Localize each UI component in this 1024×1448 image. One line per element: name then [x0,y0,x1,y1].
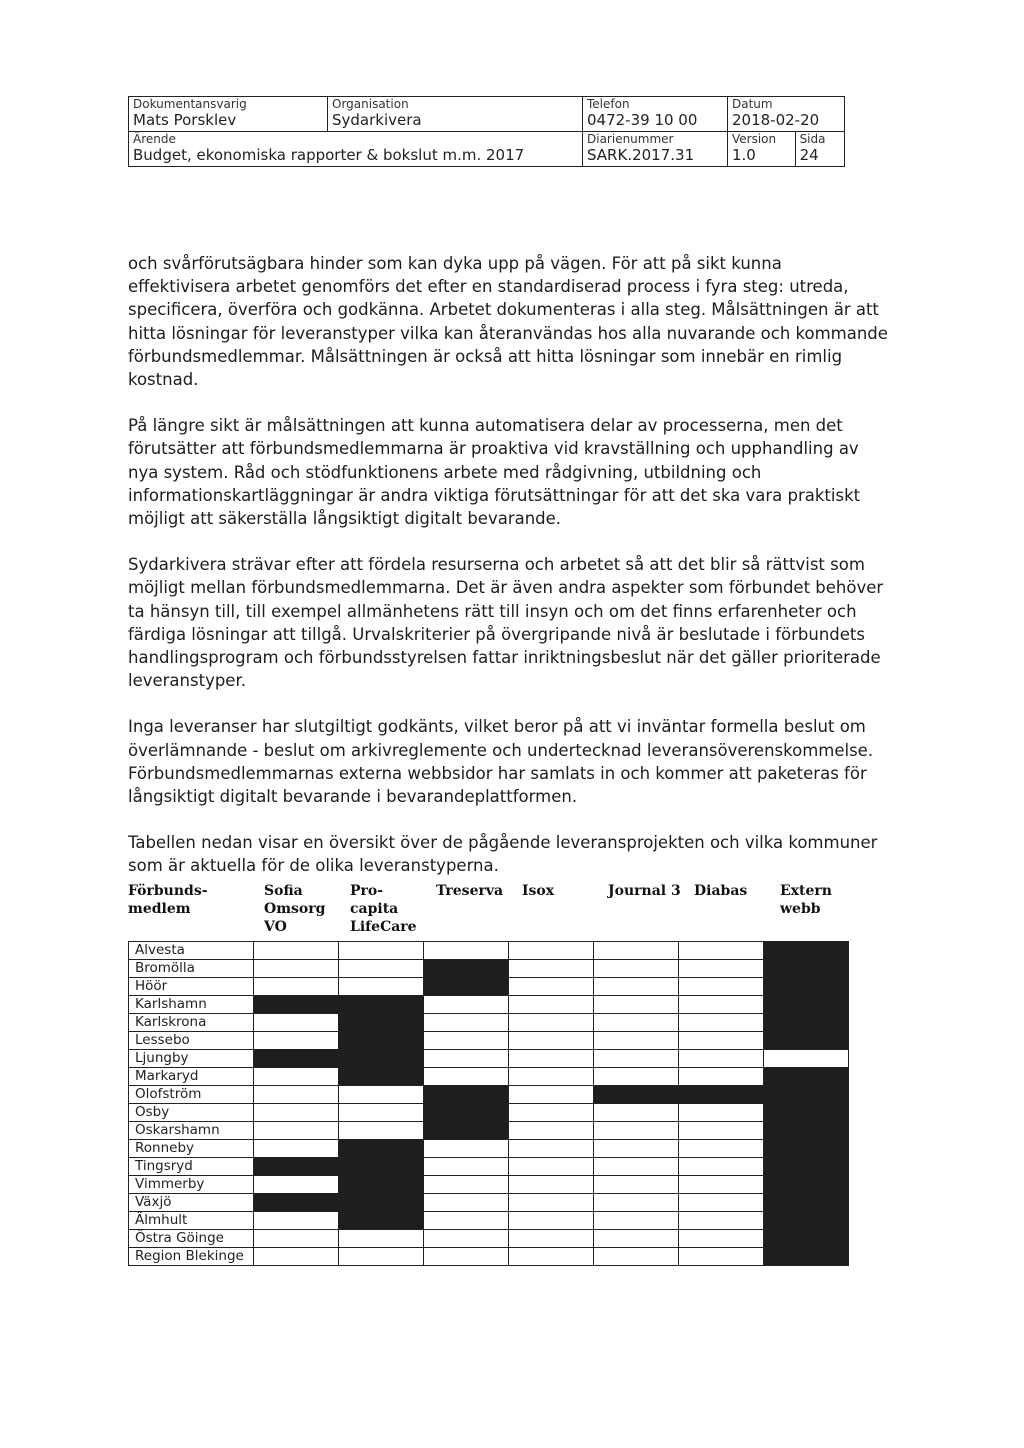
matrix-cell-active [339,1212,424,1230]
matrix-cell-empty [679,1212,764,1230]
phone-label: Telefon [587,97,630,111]
matrix-cell-active [254,1194,339,1212]
column-header-procapita: Pro- capita LifeCare [350,883,417,935]
column-header-treserva: Treserva [436,883,504,899]
matrix-cell-empty [594,1104,679,1122]
matrix-cell-empty [679,1122,764,1140]
matrix-cell-empty [254,1014,339,1032]
member-name: Karlshamn [129,996,254,1014]
matrix-cell-empty [594,1122,679,1140]
matrix-cell-empty [254,1068,339,1086]
matrix-cell-empty [254,1032,339,1050]
matrix-cell-empty [594,1050,679,1068]
matrix-cell-empty [594,1176,679,1194]
date: 2018-02-20 [732,111,820,129]
matrix-cell-empty [594,1212,679,1230]
matrix-cell-empty [594,1068,679,1086]
date-label: Datum [732,97,773,111]
member-name: Osby [129,1104,254,1122]
column-header-extern-webb: Extern webb [780,883,832,917]
matrix-cell-empty [254,1212,339,1230]
matrix-cell-empty [254,1248,339,1266]
reg: SARK.2017.31 [587,146,695,164]
member-name: Markaryd [129,1068,254,1086]
matrix-cell-empty [594,1158,679,1176]
matrix-cell-empty [594,1194,679,1212]
matrix-cell-empty [509,942,594,960]
matrix-cell-empty [679,996,764,1014]
table-row [129,1230,849,1248]
matrix-cell-empty [679,1140,764,1158]
matrix-cell-empty [594,942,679,960]
matrix-cell-empty [594,1248,679,1266]
matrix-cell-active [339,1176,424,1194]
matrix-cell-active [339,1050,424,1068]
matrix-cell-empty [679,1248,764,1266]
matrix-cell-active [764,960,849,978]
table-row [129,1104,849,1122]
matrix-cell-empty [509,1122,594,1140]
matrix-cell-empty [509,1176,594,1194]
matrix-cell-empty [594,1032,679,1050]
matrix-cell-empty [594,1140,679,1158]
matrix-cell-active [764,1230,849,1248]
paragraph: På längre sikt är målsättningen att kunna automatisera delar av processerna, men det förutsätter att förbundsmedlemmarna är proaktiva vid kravställning och upphandling av nya system. Råd och stödfunktionens arbete med rådgivning, utbildning och informationskartläggningar är andra viktiga förutsättningar för att det ska vara praktiskt möjligt att säkerställa långsiktigt digitalt bevarande. [128,416,861,529]
table-row [129,1068,849,1086]
table-row [129,1158,849,1176]
table-row [129,1122,849,1140]
matrix-cell-empty [679,1230,764,1248]
matrix-cell-active [764,1068,849,1086]
matrix-cell-empty [679,1014,764,1032]
delivery-matrix-table [128,941,849,1266]
matrix-cell-active [254,1158,339,1176]
matrix-cell-empty [679,942,764,960]
matrix-cell-empty [679,978,764,996]
matrix-cell-empty [679,1158,764,1176]
org: Sydarkivera [332,111,422,129]
member-name: Tingsryd [129,1158,254,1176]
matrix-cell-empty [509,1086,594,1104]
matrix-header [128,882,888,940]
matrix-cell-active [764,1104,849,1122]
matrix-cell-active [424,1086,509,1104]
matrix-cell-active [339,1140,424,1158]
matrix-cell-empty [594,978,679,996]
matrix-cell-empty [509,1158,594,1176]
matrix-cell-empty [509,1194,594,1212]
matrix-cell-active [764,1248,849,1266]
matrix-cell-active [764,1194,849,1212]
doc-owner-cell [129,97,328,132]
matrix-cell-empty [339,1248,424,1266]
paragraph: Tabellen nedan visar en översikt över de pågående leveransprojekten och vilka kommuner som är aktuella för de olika leveranstyperna. [128,833,878,876]
table-row [129,1248,849,1266]
table-row [129,960,849,978]
matrix-cell-active [424,978,509,996]
matrix-cell-active [594,1086,679,1104]
member-name: Bromölla [129,960,254,978]
member-name: Karlskrona [129,1014,254,1032]
matrix-cell-empty [424,1140,509,1158]
matrix-cell-empty [339,1086,424,1104]
matrix-cell-empty [424,1050,509,1068]
column-header-diabas: Diabas [694,883,748,899]
matrix-cell-empty [339,942,424,960]
matrix-cell-empty [254,1086,339,1104]
table-row [129,1050,849,1068]
matrix-cell-active [764,1158,849,1176]
org-cell [328,97,583,132]
matrix-cell-empty [254,978,339,996]
matrix-cell-active [764,1140,849,1158]
org-label: Organisation [332,97,409,111]
matrix-cell-empty [424,1194,509,1212]
matrix-cell-empty [509,1050,594,1068]
member-name: Östra Göinge [129,1230,254,1248]
member-name: Ljungby [129,1050,254,1068]
matrix-cell-empty [424,1248,509,1266]
table-row [129,1032,849,1050]
matrix-cell-active [339,1032,424,1050]
matrix-cell-empty [424,1230,509,1248]
subject-cell [129,132,583,167]
member-name: Växjö [129,1194,254,1212]
matrix-cell-empty [594,1230,679,1248]
doc-owner: Mats Porsklev [133,111,237,129]
doc-owner-label: Dokumentansvarig [133,97,247,111]
matrix-cell-empty [509,1140,594,1158]
matrix-cell-active [764,996,849,1014]
matrix-cell-empty [594,1014,679,1032]
member-name: Ronneby [129,1140,254,1158]
matrix-cell-empty [339,978,424,996]
matrix-cell-empty [679,1068,764,1086]
document-header-table [128,96,845,167]
matrix-cell-empty [679,1032,764,1050]
table-row [129,1140,849,1158]
date-cell [728,97,845,132]
matrix-cell-empty [339,1104,424,1122]
matrix-body [129,942,849,1266]
matrix-cell-empty [254,1230,339,1248]
matrix-cell-active [339,1068,424,1086]
matrix-cell-empty [254,960,339,978]
matrix-cell-active [764,1122,849,1140]
member-name: Region Blekinge [129,1248,254,1266]
reg-cell [583,132,728,167]
matrix-cell-empty [424,1014,509,1032]
matrix-cell-empty [679,1194,764,1212]
matrix-cell-active [764,942,849,960]
matrix-cell-active [254,996,339,1014]
matrix-cell-empty [424,1176,509,1194]
matrix-cell-active [764,1086,849,1104]
matrix-cell-active [424,1122,509,1140]
paragraph: Sydarkivera strävar efter att fördela resurserna och arbetet så att det blir så rättvist som möjligt mellan förbundsmedlemmarna. Det är även andra aspekter som förbundet behöver ta hänsyn till, till exempel allmänhetens rätt till insyn och om det finns erfarenheter och färdiga lösningar att tillgå. Urvalskriterier på övergripande nivå är beslutade i förbundets handlingsprogram och förbundsstyrelsen fattar inriktningsbeslut när det gäller prioriterade leveranstyper. [128,555,884,691]
matrix-cell-empty [509,1068,594,1086]
matrix-cell-empty [424,996,509,1014]
table-row [129,942,849,960]
matrix-cell-empty [254,1122,339,1140]
matrix-cell-active [424,960,509,978]
matrix-cell-empty [679,1176,764,1194]
matrix-cell-empty [594,960,679,978]
member-name: Olofström [129,1086,254,1104]
matrix-cell-empty [424,942,509,960]
member-name: Älmhult [129,1212,254,1230]
matrix-cell-active [764,1014,849,1032]
table-row [129,1086,849,1104]
phone: 0472-39 10 00 [587,111,698,129]
matrix-cell-empty [509,1230,594,1248]
matrix-cell-active [764,1176,849,1194]
matrix-cell-active [764,978,849,996]
member-name: Alvesta [129,942,254,960]
matrix-cell-active [339,996,424,1014]
member-name: Lessebo [129,1032,254,1050]
version: 1.0 [732,146,756,164]
matrix-cell-empty [254,1140,339,1158]
matrix-cell-empty [509,960,594,978]
matrix-cell-active [339,1194,424,1212]
matrix-cell-empty [509,1104,594,1122]
table-row [129,978,849,996]
member-name: Oskarshamn [129,1122,254,1140]
subject: Budget, ekonomiska rapporter & bokslut m.m. 2017 [133,146,525,164]
matrix-cell-empty [764,1050,849,1068]
version-cell [728,132,796,167]
matrix-cell-active [339,1158,424,1176]
column-header-sofia: Sofia Omsorg VO [264,883,326,935]
member-name: Höör [129,978,254,996]
matrix-cell-empty [339,960,424,978]
matrix-cell-active [679,1086,764,1104]
matrix-cell-empty [254,942,339,960]
table-row [129,1176,849,1194]
matrix-cell-active [764,1032,849,1050]
table-row [129,1014,849,1032]
table-row [129,1212,849,1230]
subject-label: Ärende [133,132,176,146]
member-column-header: Förbunds- medlem [128,883,208,917]
page-cell [795,132,844,167]
matrix-cell-empty [509,1032,594,1050]
matrix-cell-empty [424,1158,509,1176]
matrix-cell-empty [679,960,764,978]
matrix-cell-active [764,1212,849,1230]
matrix-cell-empty [424,1032,509,1050]
column-header-isox: Isox [522,883,555,899]
matrix-cell-empty [594,996,679,1014]
page-label: Sida [799,132,826,146]
matrix-cell-active [339,1014,424,1032]
phone-cell [583,97,728,132]
matrix-cell-empty [339,1230,424,1248]
matrix-cell-empty [509,1014,594,1032]
table-row [129,1194,849,1212]
matrix-cell-empty [254,1176,339,1194]
version-label: Version [732,132,777,146]
table-row [129,996,849,1014]
matrix-cell-empty [254,1104,339,1122]
paragraph: och svårförutsägbara hinder som kan dyka upp på vägen. För att på sikt kunna effektivisera arbetet genomförs det efter en standardiserad process i fyra steg: utreda, specificera, överföra och godkänna. Arbetet dokumenteras i alla steg. Målsättningen är att hitta lösningar för leveranstyper vilka kan återanvändas hos alla nuvarande och kommande förbundsmedlemmar. Målsättningen är också att hitta lösningar som innebär en rimlig kostnad. [128,254,888,390]
matrix-cell-empty [509,1212,594,1230]
member-name: Vimmerby [129,1176,254,1194]
matrix-cell-active [254,1050,339,1068]
matrix-cell-empty [509,1248,594,1266]
column-header-journal3: Journal 3 [608,883,681,899]
matrix-cell-active [424,1104,509,1122]
matrix-cell-empty [339,1122,424,1140]
matrix-cell-empty [424,1068,509,1086]
reg-label: Diarienummer [587,132,674,146]
matrix-cell-empty [509,996,594,1014]
body-text [128,252,888,901]
matrix-cell-empty [424,1212,509,1230]
matrix-cell-empty [509,978,594,996]
matrix-cell-empty [679,1050,764,1068]
page-number: 24 [799,146,819,164]
matrix-cell-empty [679,1104,764,1122]
paragraph: Inga leveranser har slutgiltigt godkänts, vilket beror på att vi inväntar formella beslut om överlämnande - beslut om arkivreglemente och undertecknad leveransöverenskommelse. Förbundsmedlemmarnas externa webbsidor har samlats in och kommer att paketeras för långsiktigt digitalt bevarande i bevarandeplattformen. [128,717,874,807]
